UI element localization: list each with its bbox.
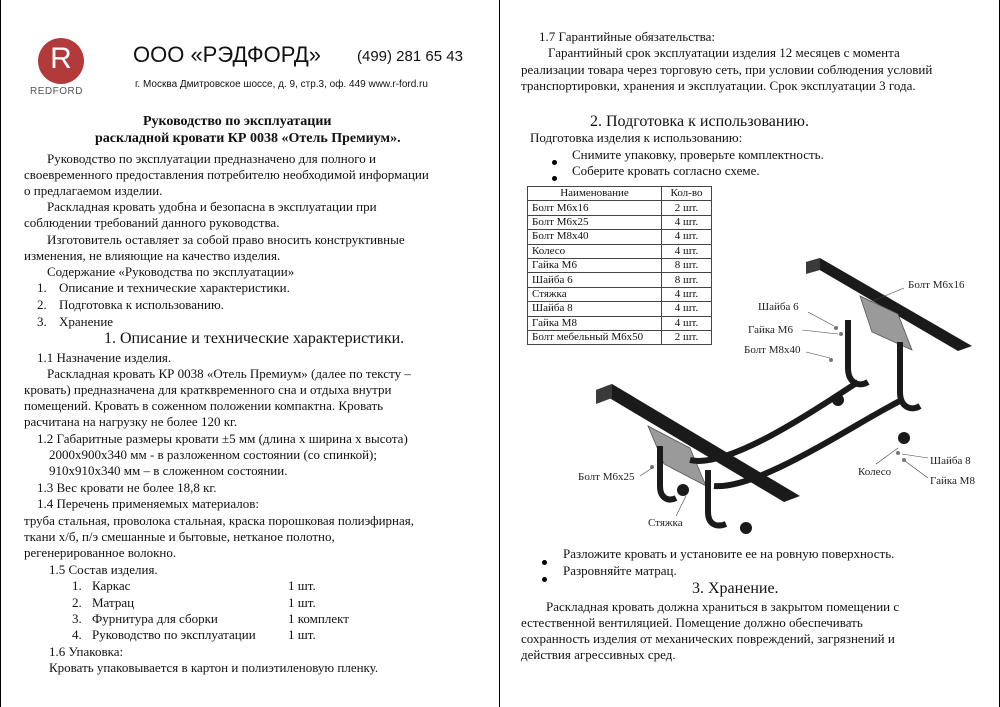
s12-line: 2000х900х340 мм - в разложенном состоянии (со спинкой); xyxy=(49,447,377,462)
composition-name: Руководство по эксплуатации xyxy=(92,627,256,642)
s12-heading: 1.2 Габаритные размеры кровати ±5 мм (длина х ширина х высота) xyxy=(37,431,408,446)
table-cell-qty: 2 шт. xyxy=(662,201,712,215)
table-row xyxy=(528,230,712,244)
label-bolt-m6x25: Болт М6х25 xyxy=(578,471,635,483)
leader-line xyxy=(640,468,652,476)
intro-line: Раскладная кровать удобна и безопасна в эксплуатации при xyxy=(47,199,377,214)
company-address: г. Москва Дмитровское шоссе, д. 9, стр.3, оф. 449 www.r-ford.ru xyxy=(135,79,428,90)
s16-line: Кровать упаковывается в картон и полиэтиленовую пленку. xyxy=(49,660,379,675)
prep-label: Подготовка изделия к использованию: xyxy=(530,130,743,145)
table-cell-name: Шайба 6 xyxy=(528,273,662,287)
composition-num: 1. xyxy=(72,578,82,593)
s11-line: расчитана на нагрузку не более 120 кг. xyxy=(24,414,238,429)
composition-qty: 1 шт. xyxy=(288,578,316,593)
leader-line xyxy=(802,330,838,334)
label-coupler: Стяжка xyxy=(648,517,683,529)
wheel-icon xyxy=(832,394,844,406)
leader-line xyxy=(905,461,928,478)
contents-item: Подготовка к использованию. xyxy=(59,297,224,312)
composition-name: Каркас xyxy=(92,578,131,593)
wheel-icon xyxy=(740,522,752,534)
after-bullet: Разложите кровать и установите ее на ровную поверхность. xyxy=(563,546,895,561)
wheel-icon xyxy=(898,432,910,444)
assembly-diagram xyxy=(500,250,998,545)
intro-line: Руководство по эксплуатации предназначено для полного и xyxy=(47,151,376,166)
storage-line: естественной вентиляцией. Помещение должно обеспечивать xyxy=(521,615,863,630)
s11-line: Раскладная кровать КР 0038 «Отель Премиум» (далее по тексту – xyxy=(47,366,411,381)
title-line2: раскладной кровати КР 0038 «Отель Премиум». xyxy=(95,131,401,146)
company-name: ООО «РЭДФОРД» xyxy=(133,42,322,67)
s14-heading: 1.4 Перечень применяемых материалов: xyxy=(37,496,259,511)
s13-heading: 1.3 Вес кровати не более 18,8 кг. xyxy=(37,480,217,495)
label-nut-m6: Гайка М6 xyxy=(748,324,793,336)
table-cell-name: Шайба 8 xyxy=(528,302,662,316)
nut-icon xyxy=(839,332,843,336)
table-row xyxy=(528,215,712,229)
front-rail xyxy=(596,384,800,502)
wheel-icon xyxy=(677,484,689,496)
leader-line xyxy=(676,496,686,516)
leader-line xyxy=(902,454,928,458)
bullet-dot xyxy=(542,552,547,570)
s17-line: Гарантийный срок эксплуатации изделия 12 месяцев с момента xyxy=(548,45,900,60)
table-cell-qty: 8 шт. xyxy=(662,258,712,272)
bullet-dot xyxy=(552,168,557,186)
s15-heading: 1.5 Состав изделия. xyxy=(49,562,158,577)
table-cell-name: Гайка М8 xyxy=(528,316,662,330)
back-rail-end xyxy=(806,258,820,274)
label-nut-m8: Гайка М8 xyxy=(930,475,975,487)
logo-icon xyxy=(38,38,84,84)
s12-line: 910х910х340 мм – в сложенном состоянии. xyxy=(49,463,288,478)
composition-num: 4. xyxy=(72,627,82,642)
storage-line: сохранность изделия от механических повреждений, загрязнений и xyxy=(521,631,895,646)
composition-qty: 1 шт. xyxy=(288,627,316,642)
s16-heading: 1.6 Упаковка: xyxy=(49,644,124,659)
composition-qty: 1 комплект xyxy=(288,611,349,626)
section1-title: 1. Описание и технические характеристики. xyxy=(104,330,405,347)
front-leg xyxy=(708,470,726,526)
leader-line xyxy=(806,352,830,358)
bolt-icon xyxy=(650,465,654,469)
composition-num: 3. xyxy=(72,611,82,626)
table-cell-qty: 8 шт. xyxy=(662,273,712,287)
label-bolt-m6x16: Болт М6х16 xyxy=(908,279,965,291)
table-cell-name: Стяжка xyxy=(528,287,662,301)
contents-item: Описание и технические характеристики. xyxy=(59,280,290,295)
label-wheel: Колесо xyxy=(858,466,892,478)
table-cell-name: Колесо xyxy=(528,244,662,258)
back-leg xyxy=(900,342,920,408)
intro-line: соблюдении требований данного руководства. xyxy=(24,215,280,230)
table-cell-name: Болт М8х40 xyxy=(528,230,662,244)
table-cell-name: Болт мебельный М6х50 xyxy=(528,330,662,344)
contents-num: 3. xyxy=(37,314,47,329)
composition-name: Матрац xyxy=(92,595,135,610)
company-phone: (499) 281 65 43 xyxy=(357,48,463,65)
intro-line: изменения, не влияющие на качество изделия. xyxy=(24,248,281,263)
intro-line: своевременного предоставления потребителю необходимой информации xyxy=(24,167,429,182)
title-line1: Руководство по эксплуатации xyxy=(143,114,332,129)
table-header-cell: Наименование xyxy=(528,187,662,201)
front-rail-end xyxy=(596,384,612,404)
table-cell-qty: 4 шт. xyxy=(662,230,712,244)
after-bullet: Разровняйте матрац. xyxy=(563,563,677,578)
s11-heading: 1.1 Назначение изделия. xyxy=(37,350,172,365)
intro-line: о предлагаемом изделии. xyxy=(24,183,163,198)
prep-bullet: Соберите кровать согласно схеме. xyxy=(572,163,760,178)
label-washer8: Шайба 8 xyxy=(930,455,971,467)
logo-word: REDFORD xyxy=(30,86,83,97)
s11-line: кровать) предназначена для кратквременного сна и отдыха внутри xyxy=(24,382,392,397)
label-bolt-m8x40: Болт М8х40 xyxy=(744,344,801,356)
intro-line: Изготовитель оставляет за собой право вносить конструктивные xyxy=(47,232,405,247)
storage-line: действия агрессивных сред. xyxy=(521,647,676,662)
s14-line: труба стальная, проволока стальная, краска порошковая полиэфирная, xyxy=(24,513,414,528)
bolt-icon xyxy=(829,358,833,362)
table-header-cell: Кол-во xyxy=(662,187,712,201)
page-border-left xyxy=(0,0,1,707)
s11-line: помещений. Кровать в соженном положении компактна. Кровать xyxy=(24,398,384,413)
storage-line: Раскладная кровать должна храниться в закрытом помещении с xyxy=(546,599,900,614)
section2-title: 2. Подготовка к использованию. xyxy=(590,113,809,130)
table-cell-qty: 4 шт. xyxy=(662,244,712,258)
s17-line: транспортировки, хранения и эксплуатации. Срок эксплуатации 3 года. xyxy=(521,78,916,93)
table-cell-qty: 4 шт. xyxy=(662,287,712,301)
bullet-dot xyxy=(542,569,547,587)
s17-heading: 1.7 Гарантийные обязательства: xyxy=(539,29,716,44)
table-cell-qty: 4 шт. xyxy=(662,302,712,316)
s14-line: ткани х/б, п/э смешанные и бытовые, нетканое полотно, xyxy=(24,529,335,544)
s14-line: регенерированное волокно. xyxy=(24,545,177,560)
washer-icon xyxy=(834,326,838,330)
prep-bullet: Снимите упаковку, проверьте комплектность. xyxy=(572,147,824,162)
table-header-row xyxy=(528,187,712,201)
composition-num: 2. xyxy=(72,595,82,610)
contents-num: 2. xyxy=(37,297,47,312)
logo-letter: R xyxy=(50,42,72,75)
table-cell-name: Болт М6х16 xyxy=(528,201,662,215)
table-cell-name: Болт М6х25 xyxy=(528,215,662,229)
table-cell-qty: 4 шт. xyxy=(662,215,712,229)
back-leg xyxy=(848,320,868,384)
s17-line: реализации товара через торговую сеть, при условии соблюдения условий xyxy=(521,62,933,77)
table-cell-qty: 4 шт. xyxy=(662,316,712,330)
contents-num: 1. xyxy=(37,280,47,295)
washer-icon xyxy=(896,451,900,455)
intro-line: Содержание «Руководства по эксплуатации» xyxy=(47,264,295,279)
contents-item: Хранение xyxy=(59,314,114,329)
table-cell-qty: 2 шт. xyxy=(662,330,712,344)
leader-line xyxy=(808,312,834,326)
composition-name: Фурнитура для сборки xyxy=(92,611,218,626)
section3-title: 3. Хранение. xyxy=(692,580,779,597)
table-cell-name: Гайка М6 xyxy=(528,258,662,272)
table-row xyxy=(528,201,712,215)
leader-line xyxy=(876,448,898,464)
label-washer6: Шайба 6 xyxy=(758,301,799,313)
composition-qty: 1 шт. xyxy=(288,595,316,610)
